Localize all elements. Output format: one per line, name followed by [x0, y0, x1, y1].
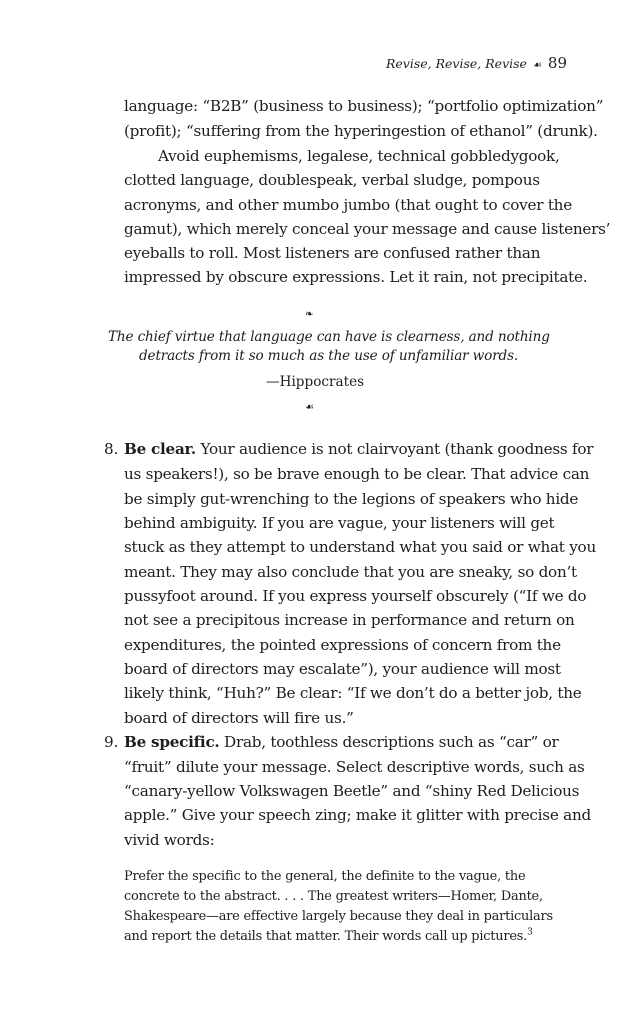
paragraph-line: impressed by obscure expressions. Let it rain, not precipitate. — [124, 268, 588, 286]
paragraph-line: gamut), which merely conceal your message and cause listeners’ — [124, 220, 611, 238]
list-item-line: board of directors will fire us.” — [124, 709, 354, 727]
list-item-line: expenditures, the pointed expressions of concern from the — [124, 636, 561, 654]
list-item-line: behind ambiguity. If you are vague, your listeners will get — [124, 514, 555, 532]
list-item-line: pussyfoot around. If you express yourself obscurely (“If we do — [124, 587, 587, 605]
list-item-line: be simply gut-wrenching to the legions of speakers who hide — [124, 490, 579, 508]
paragraph-line: (profit); “suffering from the hyperingestion of ethanol” (drunk). — [124, 122, 598, 140]
list-item-line: not see a precipitous increase in performance and return on — [124, 611, 575, 629]
list-item-line: “canary-yellow Volkswagen Beetle” and “shiny Red Delicious — [124, 782, 580, 800]
list-item-first-line — [124, 437, 593, 461]
list-item-line: vivid words: — [124, 831, 215, 849]
list-item-line: likely think, “Huh?” Be clear: “If we don’t do a better job, the — [124, 684, 582, 702]
footnote-marker: 3 — [527, 927, 533, 938]
block-quote-line: Shakespeare—are effective largely because they deal in particulars — [124, 909, 553, 924]
paragraph-line: eyeballs to roll. Most listeners are confused rather than — [124, 244, 541, 262]
list-item-text: Drab, toothless descriptions such as “car” or — [219, 733, 559, 751]
list-item-heading: Be specific. — [124, 733, 220, 751]
fleuron-icon: ❧ — [305, 309, 314, 320]
list-number: 9. — [104, 733, 119, 751]
list-number: 8. — [104, 440, 119, 458]
block-quote-last-line — [124, 927, 533, 947]
list-item-line: stuck as they attempt to understand what you said or what you — [124, 538, 596, 556]
epigraph-attribution: —Hippocrates — [266, 374, 365, 390]
paragraph-line: language: “B2B” (business to business); “portfolio optimization” — [124, 97, 604, 115]
block-quote-line: and report the details that matter. Their words call up pictures. — [124, 929, 528, 944]
list-item-line: meant. They may also conclude that you are sneaky, so don’t — [124, 563, 577, 581]
fleuron-icon: ☙ — [305, 402, 314, 413]
block-quote-line: concrete to the abstract. . . . The greatest writers—Homer, Dante, — [124, 889, 543, 904]
list-item-heading: Be clear. — [124, 440, 196, 458]
list-item-first-line — [124, 730, 559, 754]
list-item-line: “fruit” dilute your message. Select descriptive words, such as — [124, 758, 585, 776]
running-title: Revise, Revise, Revise — [386, 56, 527, 71]
running-header — [386, 54, 567, 72]
paragraph-line: clotted language, doublespeak, verbal sludge, pompous — [124, 171, 540, 189]
list-item-line: apple.” Give your speech zing; make it glitter with precise and — [124, 806, 591, 824]
epigraph-line: The chief virtue that language can have is clearness, and nothing — [108, 329, 550, 345]
epigraph-line: detracts from it so much as the use of unfamiliar words. — [139, 348, 519, 364]
paragraph-line: Avoid euphemisms, legalese, technical gobbledygook, — [158, 147, 560, 165]
paragraph-line: acronyms, and other mumbo jumbo (that ought to cover the — [124, 196, 572, 214]
block-quote-line: Prefer the specific to the general, the definite to the vague, the — [124, 869, 526, 884]
list-item-text: Your audience is not clairvoyant (thank goodness for — [195, 440, 594, 458]
fleuron-icon: ☙ — [532, 60, 542, 71]
list-item-line: board of directors may escalate”), your audience will most — [124, 660, 561, 678]
page-number: 89 — [547, 54, 567, 72]
list-item-line: us speakers!), so be brave enough to be clear. That advice can — [124, 465, 590, 483]
